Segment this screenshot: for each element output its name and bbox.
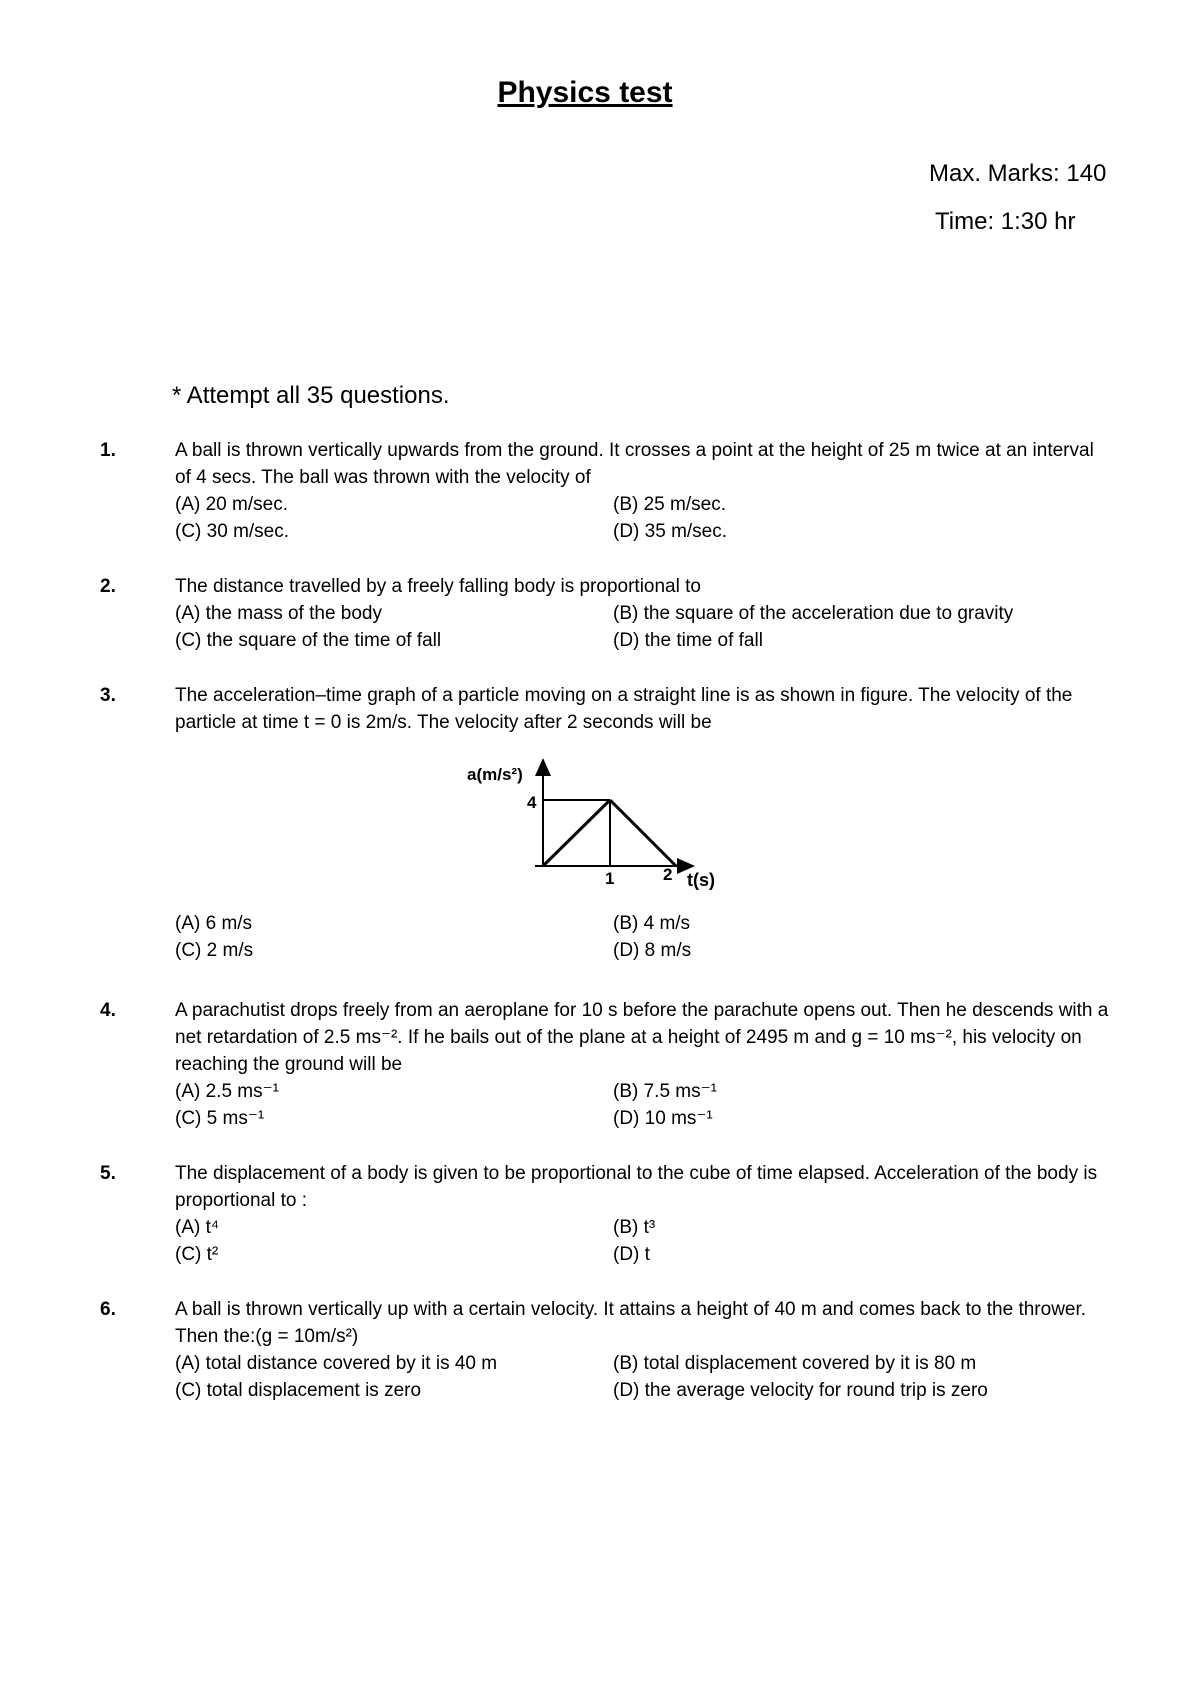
question-3	[100, 682, 1110, 736]
option-b: (B) 25 m/sec.	[613, 494, 726, 515]
option-c: (C) 30 m/sec.	[175, 521, 290, 542]
option-b: (B) the square of the acceleration due to gravity	[613, 603, 1014, 624]
question-text: A ball is thrown vertically up with a certain velocity. It attains a height of 40 m and comes back to the thrower. Then the:(g = 10m/s²)	[175, 1299, 1087, 1347]
y-axis-label: a(m/s²)	[467, 765, 523, 784]
option-a: (A) 20 m/sec.	[175, 494, 288, 515]
question-text: A ball is thrown vertically upwards from the ground. It crosses a point at the height of 25 m twice at an interval of 4 secs. The ball was thrown with the velocity of	[175, 440, 1094, 488]
option-d: (D) 35 m/sec.	[613, 521, 728, 542]
option-b: (B) 7.5 ms⁻¹	[613, 1081, 717, 1102]
time-limit: Time: 1:30 hr	[935, 208, 1076, 235]
x-tick-1: 1	[605, 869, 615, 888]
question-number: 4.	[100, 1000, 116, 1021]
options	[175, 600, 1110, 654]
question-2	[100, 573, 1110, 654]
page-title: Physics test	[497, 76, 673, 109]
option-b: (B) 4 m/s	[613, 913, 691, 934]
option-d: (D) the average velocity for round trip is zero	[613, 1380, 988, 1401]
options	[175, 1078, 1110, 1132]
x-tick-2: 2	[663, 865, 673, 884]
option-c: (C) 2 m/s	[175, 940, 254, 961]
question-number: 5.	[100, 1163, 116, 1184]
question-1	[100, 437, 1110, 545]
option-c: (C) total displacement is zero	[175, 1380, 422, 1401]
max-marks: Max. Marks: 140	[929, 160, 1107, 187]
question-6	[100, 1296, 1110, 1404]
question-text: A parachutist drops freely from an aeroplane for 10 s before the parachute opens out. Then he descends with a net retardation of 2.5 ms⁻². If he bails out of the plane at a height of 2495 m and g = 10 ms⁻², his velocity on reaching the ground will be	[175, 1000, 1109, 1075]
option-d: (D) 10 ms⁻¹	[613, 1108, 713, 1129]
options	[175, 1214, 1110, 1268]
y-tick-4: 4	[527, 793, 537, 812]
instruction: * Attempt all 35 questions.	[172, 382, 450, 409]
question-3-options	[100, 910, 1110, 964]
option-d: (D) t	[613, 1244, 650, 1265]
option-a: (A) total distance covered by it is 40 m	[175, 1353, 498, 1374]
question-text: The distance travelled by a freely falling body is proportional to	[175, 576, 701, 597]
option-d: (D) 8 m/s	[613, 940, 692, 961]
options	[175, 910, 1110, 964]
option-b: (B) t³	[613, 1217, 656, 1238]
x-axis-label: t(s)	[687, 870, 715, 890]
options	[175, 491, 1110, 545]
option-c: (C) the square of the time of fall	[175, 630, 442, 651]
option-c: (C) 5 ms⁻¹	[175, 1108, 265, 1129]
question-text: The displacement of a body is given to be proportional to the cube of time elapsed. Acceleration of the body is proportional to :	[175, 1163, 1098, 1211]
option-a: (A) the mass of the body	[175, 603, 382, 624]
option-d: (D) the time of fall	[613, 630, 763, 651]
options	[175, 1350, 1110, 1404]
acceleration-time-graph	[455, 758, 735, 903]
question-5	[100, 1160, 1110, 1268]
graph-rising-line	[543, 800, 610, 866]
option-a: (A) 6 m/s	[175, 913, 253, 934]
question-number: 1.	[100, 440, 116, 461]
question-text: The acceleration–time graph of a particle moving on a straight line is as shown in figure. The velocity of the particle at time t = 0 is 2m/s. The velocity after 2 seconds will be	[175, 685, 1073, 733]
option-c: (C) t²	[175, 1244, 219, 1265]
question-4	[100, 997, 1110, 1132]
question-number: 6.	[100, 1299, 116, 1320]
graph-falling-line	[610, 800, 676, 866]
option-a: (A) t⁴	[175, 1217, 220, 1238]
question-number: 3.	[100, 685, 116, 706]
question-number: 2.	[100, 576, 116, 597]
option-b: (B) total displacement covered by it is 80 m	[613, 1353, 977, 1374]
option-a: (A) 2.5 ms⁻¹	[175, 1081, 279, 1102]
